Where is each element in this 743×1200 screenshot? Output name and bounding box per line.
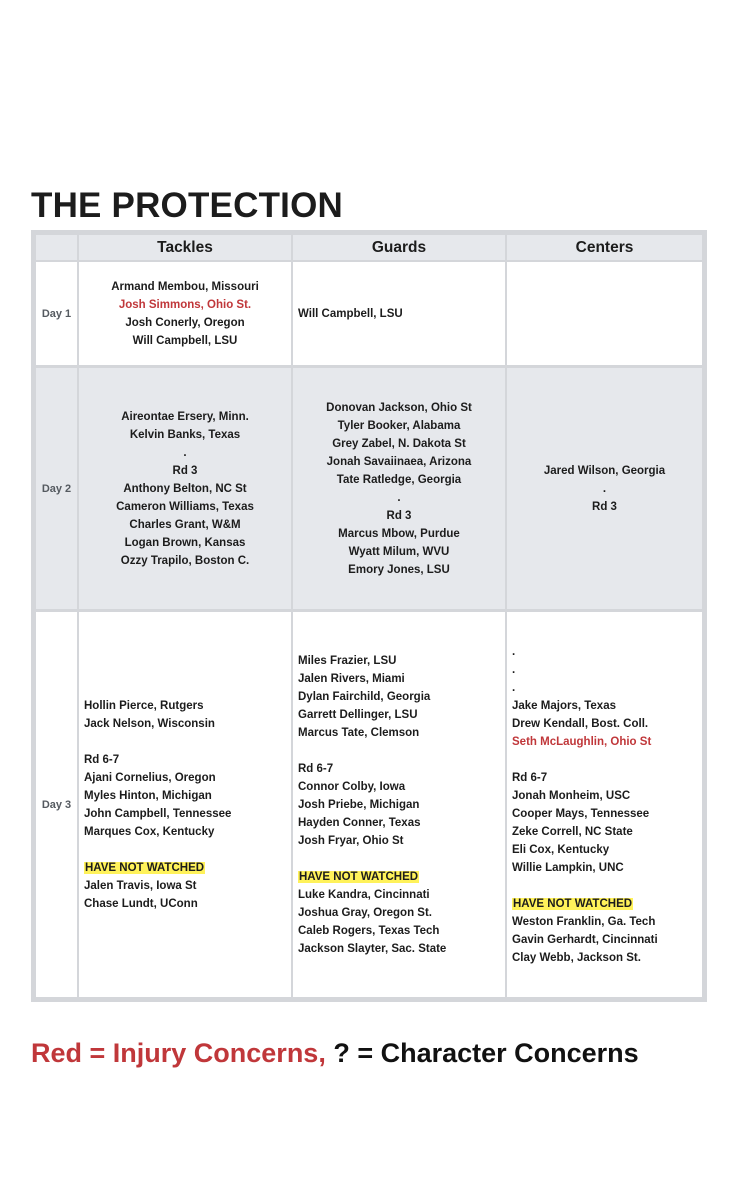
legend xyxy=(31,1038,639,1069)
header-tackles: Tackles xyxy=(79,235,291,260)
player-line xyxy=(84,877,231,895)
player-name: Jared Wilson, Georgia xyxy=(543,464,666,477)
player-name: Luke Kandra, Cincinnati xyxy=(298,888,430,901)
player-name: Chase Lundt, UConn xyxy=(84,897,198,910)
player-name: Ozzy Trapilo, Boston C. xyxy=(120,554,250,567)
player-name: Jackson Slayter, Sac. State xyxy=(298,942,447,955)
player-line xyxy=(326,525,472,543)
player-line xyxy=(111,296,259,314)
day2-tackles-cell xyxy=(79,368,291,609)
player-line xyxy=(298,724,446,742)
have-not-watched-label: HAVE NOT WATCHED xyxy=(299,870,419,883)
player-line xyxy=(116,534,254,552)
round-label: Rd 3 xyxy=(592,500,617,513)
player-name: Anthony Belton, NC St xyxy=(123,482,247,495)
player-line xyxy=(512,895,658,913)
player-line xyxy=(84,751,231,769)
player-name: John Campbell, Tennessee xyxy=(84,807,232,820)
player-name: Jake Majors, Texas xyxy=(512,699,616,712)
legend-character: ? = Character Concerns xyxy=(325,1038,639,1068)
player-name: Jack Nelson, Wisconsin xyxy=(84,717,215,730)
round-label: Rd 3 xyxy=(386,509,412,522)
player-name: Jonah Monheim, USC xyxy=(512,789,631,802)
player-line xyxy=(326,399,472,417)
legend-injury: Red = Injury Concerns, xyxy=(31,1038,326,1068)
player-name: Tyler Booker, Alabama xyxy=(337,419,461,432)
player-line xyxy=(84,697,231,715)
player-line xyxy=(512,661,658,679)
round-label: Rd 3 xyxy=(172,464,198,477)
day3-tackles-list xyxy=(84,697,231,913)
player-name: Ajani Cornelius, Oregon xyxy=(84,771,216,784)
player-line xyxy=(111,314,259,332)
player-name: Donovan Jackson, Ohio St xyxy=(326,401,472,414)
player-line xyxy=(512,697,658,715)
player-name: Hollin Pierce, Rutgers xyxy=(84,699,204,712)
player-line xyxy=(116,444,254,462)
have-not-watched-label: HAVE NOT WATCHED xyxy=(513,897,633,910)
day2-guards-list xyxy=(326,399,472,579)
player-line xyxy=(326,543,472,561)
player-name: Grey Zabel, N. Dakota St xyxy=(332,437,466,450)
player-name: Armand Membou, Missouri xyxy=(111,280,259,293)
player-line xyxy=(512,913,658,931)
player-line xyxy=(512,949,658,967)
player-line xyxy=(111,332,259,350)
player-line xyxy=(298,868,446,886)
player-name: Charles Grant, W&M xyxy=(129,518,241,531)
player-name: Myles Hinton, Michigan xyxy=(84,789,212,802)
player-name: Zeke Correll, NC State xyxy=(512,825,633,838)
day1-tackles-cell xyxy=(79,262,291,365)
player-name: Jalen Travis, Iowa St xyxy=(84,879,197,892)
player-name: Cooper Mays, Tennessee xyxy=(512,807,650,820)
day1-tackles-list xyxy=(111,278,259,350)
player-line xyxy=(298,305,403,323)
player-line xyxy=(84,805,231,823)
player-line xyxy=(512,877,658,895)
player-line xyxy=(512,679,658,697)
player-name: Willie Lampkin, UNC xyxy=(512,861,624,874)
player-name: Marques Cox, Kentucky xyxy=(84,825,215,838)
player-line xyxy=(326,489,472,507)
round-label: Rd 6-7 xyxy=(298,762,334,775)
player-name: Dylan Fairchild, Georgia xyxy=(298,690,431,703)
player-name: Josh Priebe, Michigan xyxy=(298,798,420,811)
player-line xyxy=(512,823,658,841)
player-line xyxy=(512,715,658,733)
page-title: THE PROTECTION xyxy=(31,186,343,225)
player-name: Marcus Tate, Clemson xyxy=(298,726,420,739)
player-line xyxy=(544,462,665,480)
player-line xyxy=(298,904,446,922)
player-line xyxy=(116,480,254,498)
player-name: Garrett Dellinger, LSU xyxy=(298,708,418,721)
player-name: Connor Colby, Iowa xyxy=(298,780,406,793)
player-line xyxy=(512,931,658,949)
player-name: Caleb Rogers, Texas Tech xyxy=(298,924,440,937)
day2-centers-cell xyxy=(507,368,702,609)
player-line xyxy=(512,733,658,751)
player-line xyxy=(298,850,446,868)
player-line xyxy=(298,652,446,670)
player-line xyxy=(116,516,254,534)
player-name: Emory Jones, LSU xyxy=(348,563,450,576)
player-line xyxy=(84,769,231,787)
player-line xyxy=(544,498,665,516)
player-name: Logan Brown, Kansas xyxy=(124,536,246,549)
player-name: Josh Conerly, Oregon xyxy=(125,316,245,329)
player-line xyxy=(84,715,231,733)
player-name: Miles Frazier, LSU xyxy=(298,654,397,667)
player-name: Hayden Conner, Texas xyxy=(298,816,421,829)
player-line xyxy=(84,895,231,913)
player-line xyxy=(298,742,446,760)
player-line xyxy=(84,733,231,751)
player-name: . xyxy=(183,446,187,459)
day3-tackles-cell xyxy=(79,612,291,997)
player-line xyxy=(116,498,254,516)
player-line xyxy=(298,760,446,778)
player-line xyxy=(326,435,472,453)
player-line xyxy=(298,778,446,796)
player-line xyxy=(512,769,658,787)
row-label-day-2: Day 2 xyxy=(36,368,77,609)
day2-guards-cell xyxy=(293,368,505,609)
day1-guards-list xyxy=(298,305,403,323)
player-name: Marcus Mbow, Purdue xyxy=(338,527,460,540)
player-line xyxy=(84,841,231,859)
player-name: . xyxy=(397,491,401,504)
player-name: Gavin Gerhardt, Cincinnati xyxy=(512,933,658,946)
day3-centers-list xyxy=(512,643,658,967)
player-name: Wyatt Milum, WVU xyxy=(348,545,450,558)
player-line xyxy=(326,561,472,579)
day3-centers-cell xyxy=(507,612,702,997)
player-name: . xyxy=(512,663,516,676)
player-line xyxy=(512,751,658,769)
draft-board-table xyxy=(31,230,707,1002)
player-line xyxy=(298,832,446,850)
player-line xyxy=(512,787,658,805)
player-name: Josh Simmons, Ohio St. xyxy=(118,298,252,311)
day3-guards-cell xyxy=(293,612,505,997)
player-line xyxy=(512,805,658,823)
player-line xyxy=(84,859,231,877)
player-line xyxy=(298,814,446,832)
player-line xyxy=(326,417,472,435)
player-name: Weston Franklin, Ga. Tech xyxy=(512,915,656,928)
player-line xyxy=(326,507,472,525)
player-line xyxy=(298,688,446,706)
player-line xyxy=(298,706,446,724)
player-line xyxy=(326,471,472,489)
player-line xyxy=(298,796,446,814)
header-guards: Guards xyxy=(293,235,505,260)
round-label: Rd 6-7 xyxy=(512,771,548,784)
player-name: Will Campbell, LSU xyxy=(298,307,403,320)
player-name: Aireontae Ersery, Minn. xyxy=(121,410,249,423)
player-name: Cameron Williams, Texas xyxy=(116,500,254,513)
header-corner xyxy=(36,235,77,260)
header-centers: Centers xyxy=(507,235,702,260)
player-line xyxy=(84,787,231,805)
player-name: . xyxy=(512,645,516,658)
player-name: Drew Kendall, Bost. Coll. xyxy=(512,717,649,730)
player-name: Eli Cox, Kentucky xyxy=(512,843,610,856)
player-line xyxy=(544,480,665,498)
player-line xyxy=(512,859,658,877)
day1-guards-cell xyxy=(293,262,505,365)
player-line xyxy=(111,278,259,296)
player-line xyxy=(298,670,446,688)
player-name: Jalen Rivers, Miami xyxy=(298,672,405,685)
player-name: Josh Fryar, Ohio St xyxy=(298,834,404,847)
row-label-day-1: Day 1 xyxy=(36,262,77,365)
player-line xyxy=(512,643,658,661)
day2-centers-list xyxy=(544,462,665,516)
have-not-watched-label: HAVE NOT WATCHED xyxy=(85,861,205,874)
player-name: Jonah Savaiinaea, Arizona xyxy=(326,455,472,468)
round-label: Rd 6-7 xyxy=(84,753,120,766)
player-line xyxy=(116,462,254,480)
player-line xyxy=(116,408,254,426)
player-name: Clay Webb, Jackson St. xyxy=(512,951,641,964)
day1-centers-cell xyxy=(507,262,702,365)
player-name: Tate Ratledge, Georgia xyxy=(336,473,462,486)
day2-tackles-list xyxy=(116,408,254,570)
player-line xyxy=(298,940,446,958)
row-label-day-3: Day 3 xyxy=(36,612,77,997)
day3-guards-list xyxy=(298,652,446,958)
player-line xyxy=(512,841,658,859)
player-line xyxy=(116,552,254,570)
player-line xyxy=(116,426,254,444)
player-name: . xyxy=(512,681,516,694)
player-line xyxy=(326,453,472,471)
player-line xyxy=(84,823,231,841)
player-line xyxy=(298,922,446,940)
player-name: Will Campbell, LSU xyxy=(132,334,238,347)
player-name: Kelvin Banks, Texas xyxy=(129,428,241,441)
player-name: Joshua Gray, Oregon St. xyxy=(298,906,432,919)
player-line xyxy=(298,886,446,904)
player-name: Seth McLaughlin, Ohio St xyxy=(512,735,652,748)
player-name: . xyxy=(602,482,607,495)
